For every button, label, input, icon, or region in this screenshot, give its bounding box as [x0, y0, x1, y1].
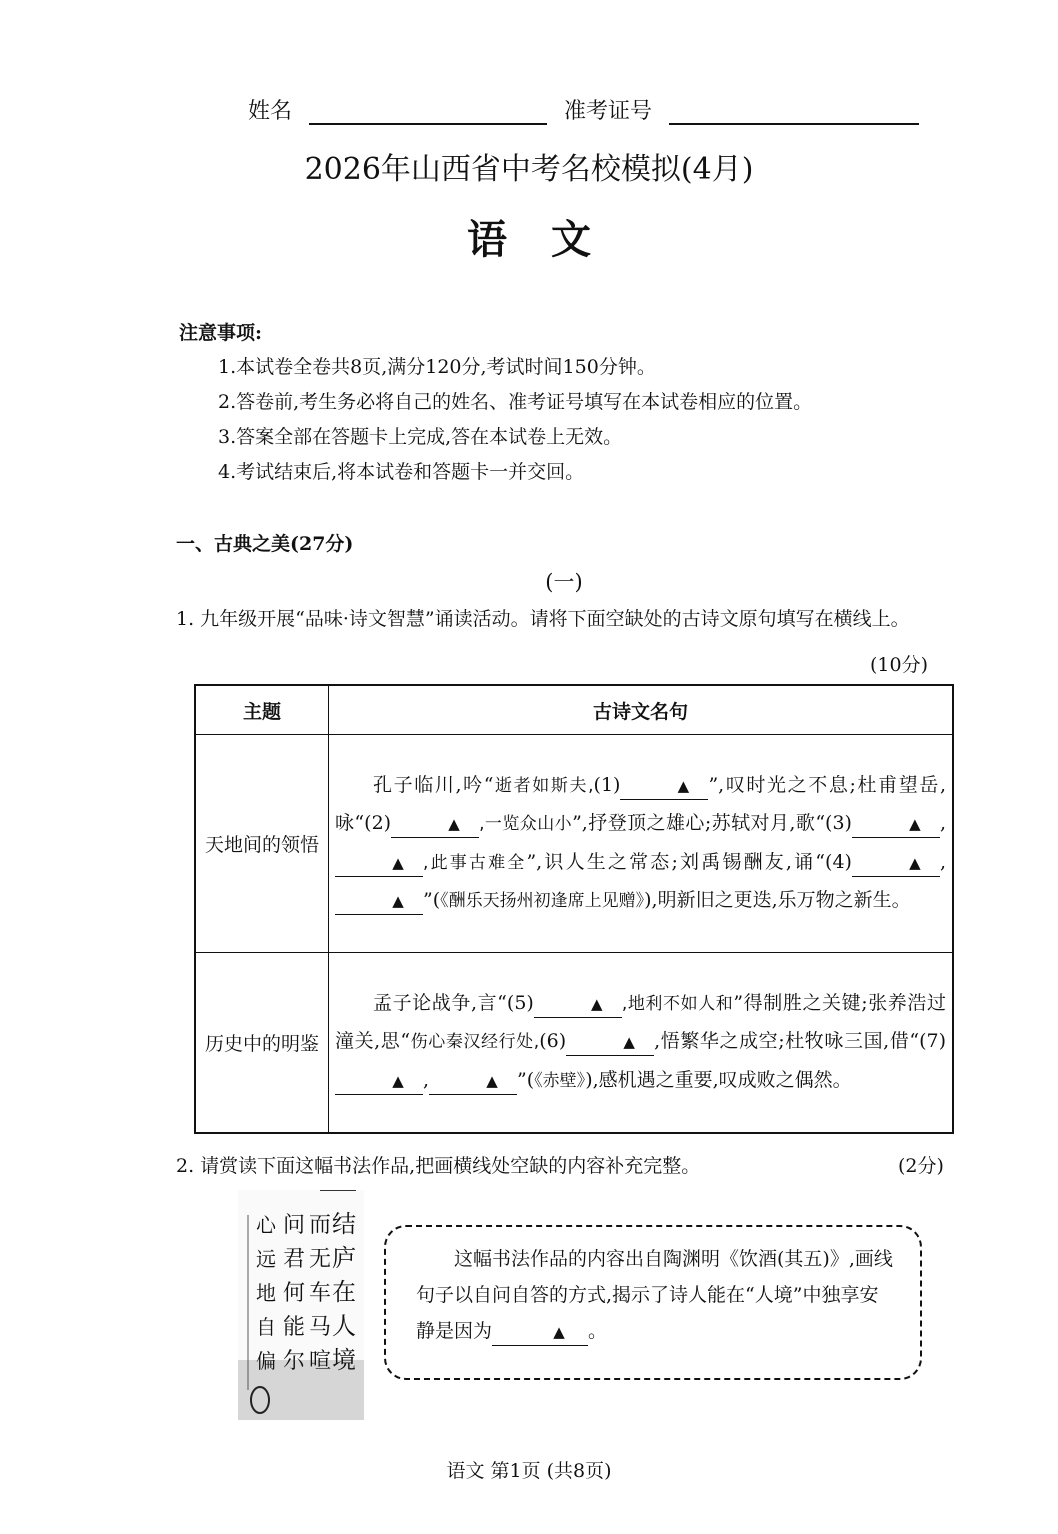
col-theme: 主题: [195, 685, 329, 735]
note-item: 2.答卷前,考生务必将自己的姓名、准考证号填写在本试卷相应的位置。: [218, 391, 813, 413]
calligraphy-char: 地: [256, 1281, 276, 1305]
answer-blank-7b[interactable]: [429, 1068, 517, 1095]
note-box-end: 。: [588, 1320, 608, 1342]
calligraphy-char: 问: [282, 1213, 306, 1238]
exam-id-field[interactable]: [669, 99, 919, 125]
calligraphy-char: 远: [256, 1247, 276, 1271]
calligraphy-char: 何: [282, 1281, 306, 1306]
quote-text: ,地利不如人和: [621, 993, 734, 1014]
exam-title: 2026年山西省中考名校模拟(4月): [304, 152, 754, 187]
calligraphy-char: 尔: [282, 1349, 306, 1374]
name-field[interactable]: [309, 99, 547, 125]
blank-triangle-icon: ▲: [909, 853, 921, 872]
answer-blank-q2[interactable]: [492, 1319, 588, 1346]
theme-cell: 历史中的明鉴: [195, 953, 329, 1134]
comma: ,: [939, 850, 946, 873]
calligraphy-image: [238, 1190, 364, 1420]
blank-triangle-icon: ▲: [448, 815, 460, 833]
answer-note-box: [384, 1225, 922, 1380]
candidate-info-row: [248, 94, 919, 125]
content-cell: [329, 953, 954, 1134]
text: ”,识人生之常态;刘禹锡酬友,诵“: [526, 850, 826, 873]
text: ”,抒登顶之雄心;苏轼对月,歌“: [572, 812, 826, 834]
content-cell: [329, 735, 954, 953]
page-footer: 语文 第1页 (共8页): [446, 1460, 612, 1482]
comma: ,: [939, 812, 946, 834]
blank-triangle-icon: ▲: [486, 1071, 498, 1090]
quote-text: ,此事古难全: [423, 852, 527, 873]
answer-blank-7a[interactable]: [335, 1068, 423, 1095]
question-2-score: (2分): [898, 1155, 944, 1177]
table-row: [195, 735, 953, 953]
blank-number: (1): [593, 773, 621, 796]
calligraphy-char: 无: [308, 1247, 332, 1272]
blank-number: (7): [919, 1030, 946, 1053]
text: 孟子论战争,言“: [373, 991, 507, 1014]
text: ),感机遇之重要,叹成败之偶然。: [585, 1068, 852, 1091]
blank-number: (2): [364, 812, 392, 834]
text: ”(: [423, 889, 441, 911]
answer-blank-3b[interactable]: [335, 850, 423, 877]
col-lines: 古诗文名句: [329, 685, 954, 735]
quote-text: ,一览众山小: [479, 814, 573, 834]
note-item: 4.考试结束后,将本试卷和答题卡一并交回。: [218, 461, 585, 483]
text: ),明新旧之更迭,乐万物之新生。: [644, 889, 911, 911]
calligraphy-char: 能: [282, 1315, 306, 1340]
blank-triangle-icon: ▲: [677, 776, 690, 795]
exam-id-label: 准考证号: [564, 99, 653, 124]
calligraphy-char: 君: [282, 1247, 306, 1272]
answer-blank-3a[interactable]: [852, 811, 940, 838]
answer-blank-6[interactable]: [566, 1029, 654, 1056]
poem-table: [194, 684, 954, 1134]
question-2-stem: 2. 请赏读下面这幅书法作品,把画横线处空缺的内容补充完整。: [176, 1155, 701, 1177]
text: ”得制胜之关键;张养浩过潼关,思“: [335, 991, 946, 1053]
answer-blank-1[interactable]: [620, 773, 708, 800]
blank-triangle-icon: ▲: [553, 1323, 565, 1341]
calligraphy-char: 喧: [308, 1349, 332, 1374]
note-box-text: 这幅书法作品的内容出自陶渊明《饮酒(其五)》,画线句子以自问自答的方式,揭示了诗人能在“人境”中独享安静是因为: [416, 1248, 893, 1342]
quote-text: 逝者如斯夫,: [493, 775, 594, 796]
quote-text: 《酬乐天扬州初逢席上见赠》: [440, 891, 645, 911]
calligraphy-char: 人: [332, 1312, 356, 1340]
quote-text: 《赤壁》: [534, 1070, 586, 1091]
blank-triangle-icon: ▲: [392, 892, 404, 910]
answer-blank-2[interactable]: [391, 811, 479, 838]
text: ”,叹时光之不息;杜甫望岳,咏“: [335, 773, 946, 834]
theme-cell: 天地间的领悟: [195, 735, 329, 953]
text: 孔子临川,吟“: [373, 773, 494, 796]
answer-blank-4b[interactable]: [335, 888, 423, 915]
blank-number: (6): [539, 1030, 567, 1053]
question-1-stem: 1. 九年级开展“品味·诗文智慧”诵读活动。请将下面空缺处的古诗文原句填写在横线上。: [176, 608, 910, 630]
answer-blank-4a[interactable]: [852, 850, 940, 877]
calligraphy-char: 结: [332, 1210, 356, 1238]
notes-heading: 注意事项:: [179, 322, 263, 344]
calligraphy-char: 境: [332, 1346, 356, 1374]
blank-number: (4): [825, 850, 852, 873]
section-heading: 一、古典之美(27分): [176, 533, 354, 555]
note-item: 1.本试卷全卷共8页,满分120分,考试时间150分钟。: [218, 356, 656, 378]
question-1-score: (10分): [870, 654, 929, 676]
calligraphy-char: 庐: [332, 1244, 356, 1272]
text: ”(: [517, 1068, 535, 1091]
note-item: 3.答案全部在答题卡上完成,答在本试卷上无效。: [218, 426, 623, 448]
part-heading: (一): [545, 570, 583, 594]
calligraphy-char: 心: [256, 1213, 276, 1237]
quote-text: 伤心秦汉经行处,: [410, 1032, 540, 1053]
blank-number: (5): [506, 991, 534, 1014]
subject-title: 语文: [467, 216, 635, 263]
text: ,悟繁华之成空;杜牧咏三国,借“: [654, 1030, 920, 1053]
blank-triangle-icon: ▲: [623, 1033, 635, 1052]
blank-triangle-icon: ▲: [392, 853, 404, 872]
name-label: 姓名: [248, 99, 293, 124]
calligraphy-char: 马: [308, 1315, 332, 1340]
table-header-row: [195, 685, 953, 735]
blank-triangle-icon: ▲: [909, 815, 921, 833]
calligraphy-char: 车: [308, 1281, 332, 1306]
answer-blank-5[interactable]: [534, 991, 622, 1018]
blank-number: (3): [825, 812, 852, 834]
calligraphy-char: 自: [256, 1315, 276, 1339]
calligraphy-char: 在: [332, 1278, 356, 1306]
blank-triangle-icon: ▲: [591, 994, 603, 1013]
comma: ,: [423, 1068, 430, 1091]
calligraphy-char: 而: [308, 1213, 332, 1238]
calligraphy-char: 偏: [256, 1349, 276, 1373]
blank-triangle-icon: ▲: [392, 1071, 404, 1090]
table-row: [195, 953, 953, 1134]
